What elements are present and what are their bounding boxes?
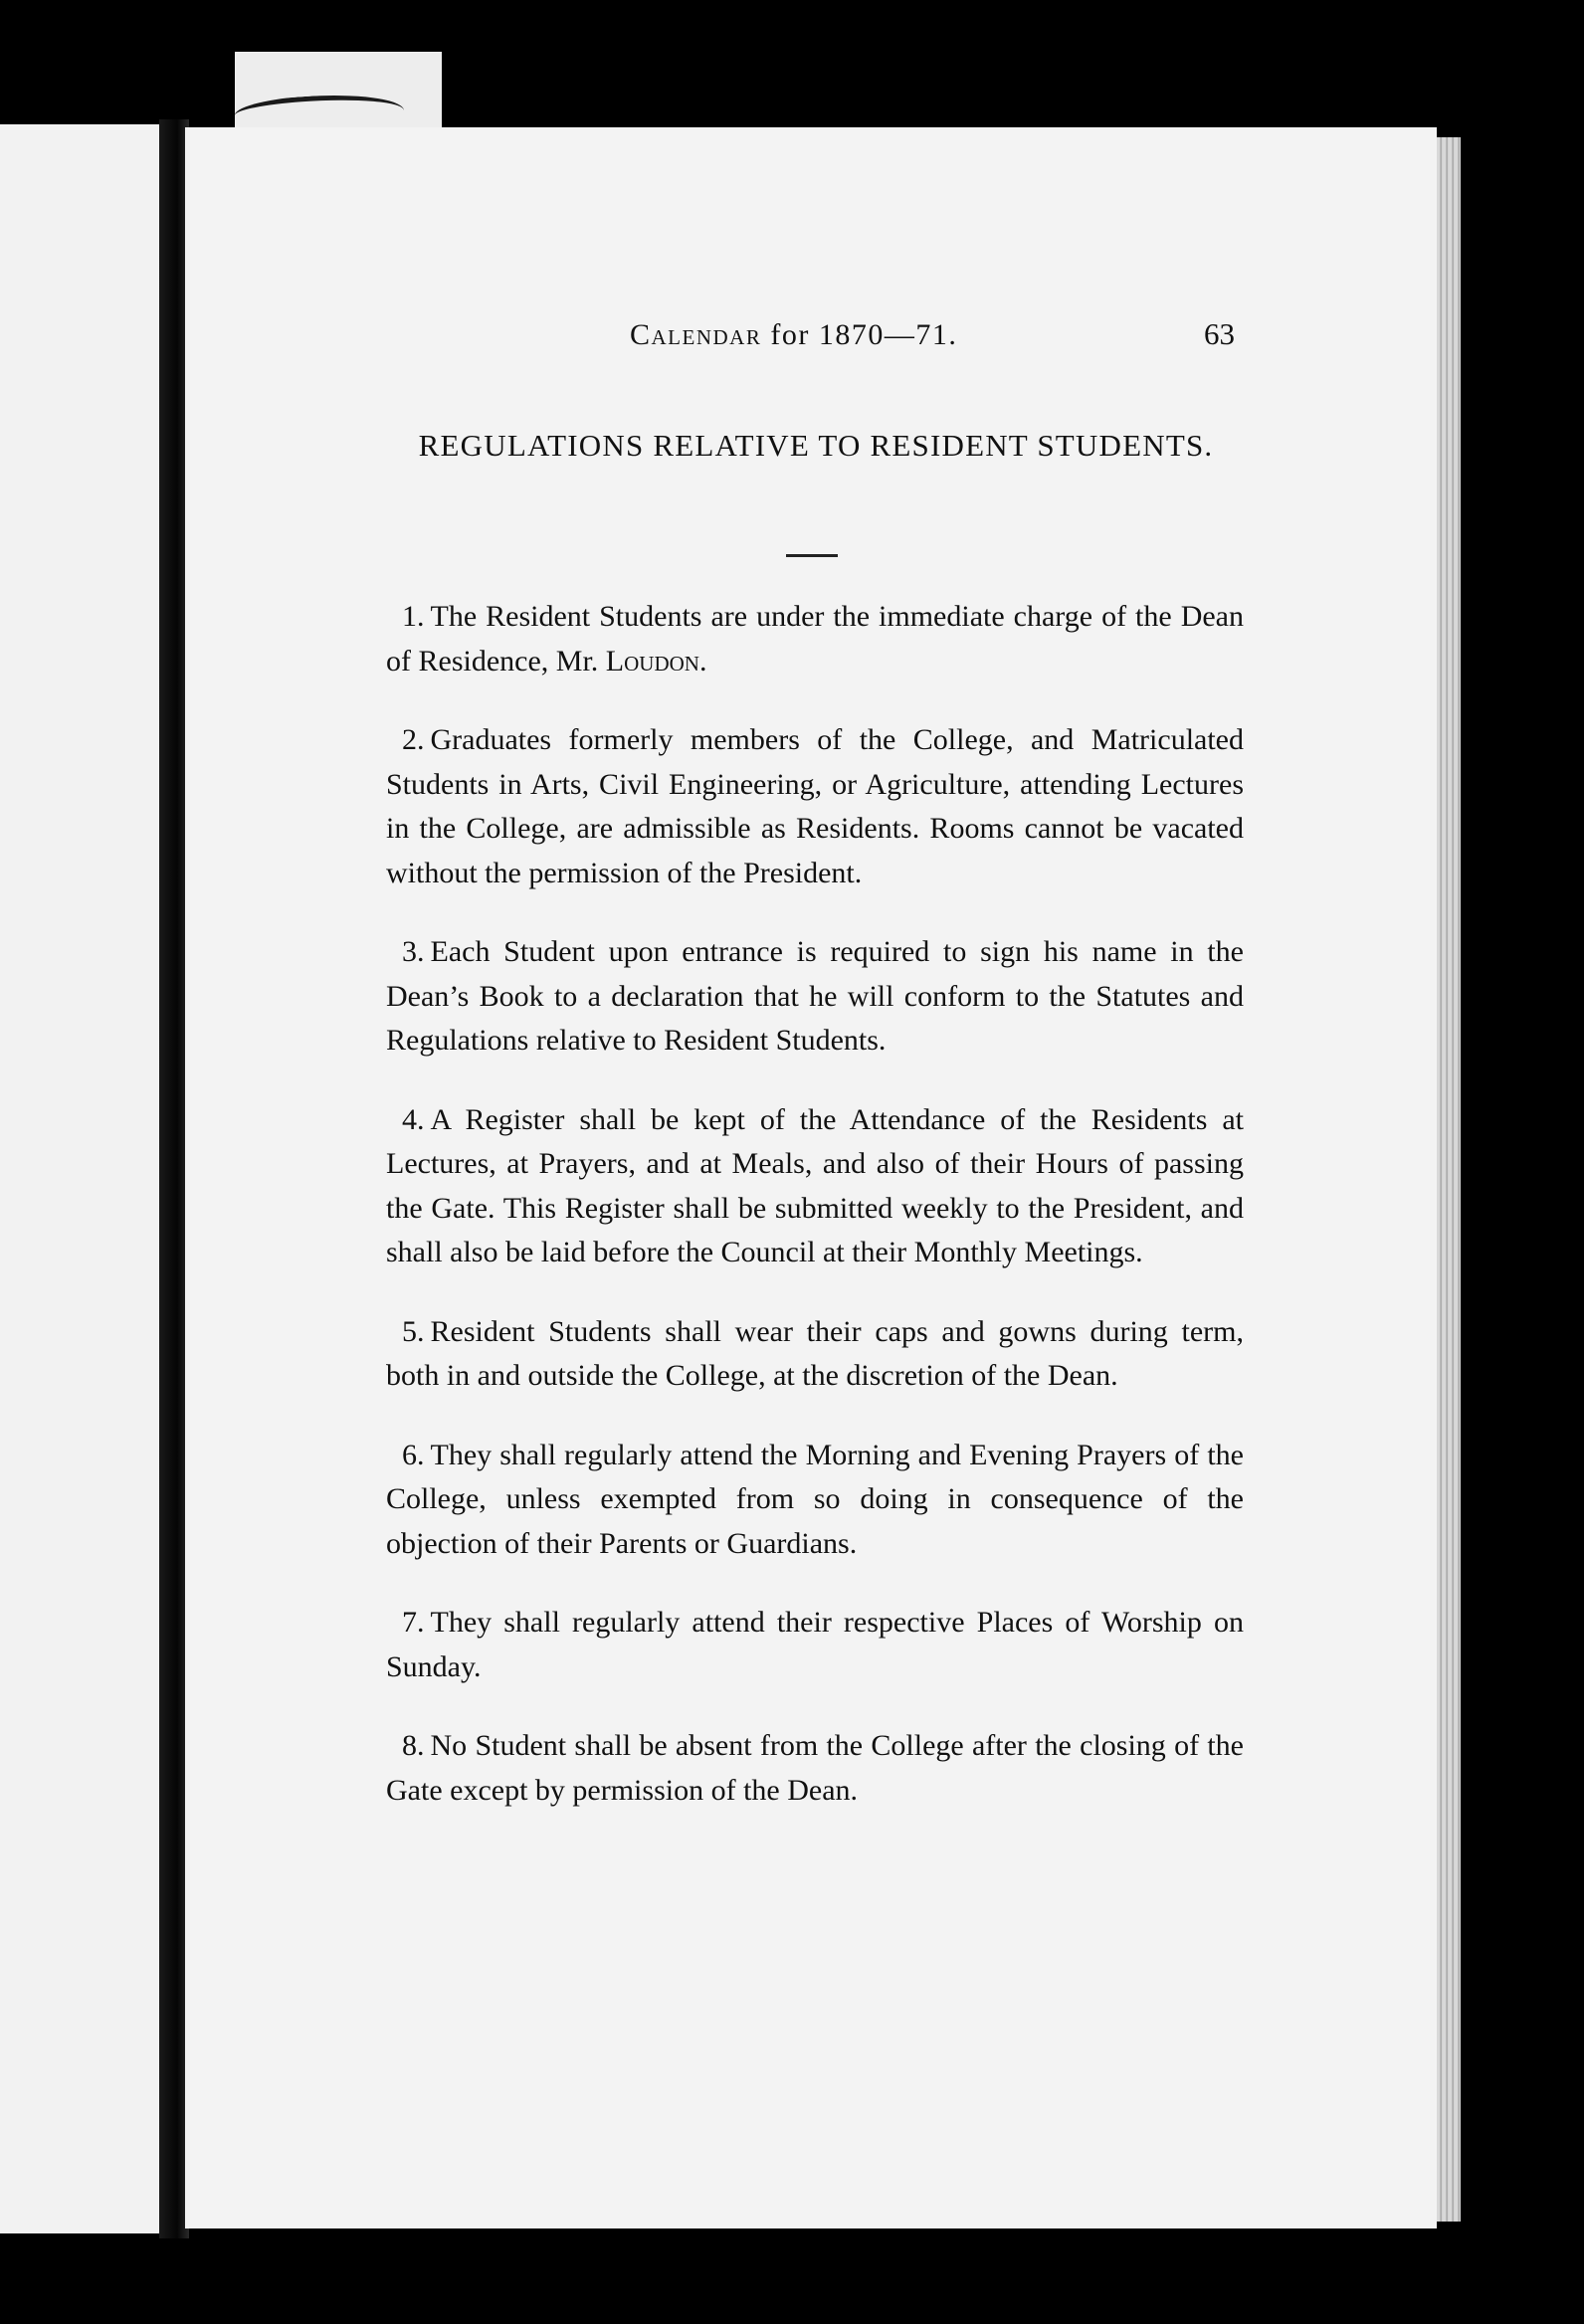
regulation-text: They shall regularly attend the Morning and Evening Prayers of the College, unless exempted from so doing in consequence of the objection of their Parents or Guardians. (386, 1438, 1244, 1560)
running-head-year: for 1870—71. (761, 318, 958, 351)
regulation-3 (386, 930, 1244, 1064)
running-head-calendar: Calendar (630, 318, 762, 351)
regulation-text-end: . (698, 644, 707, 678)
page-stack-edge (1437, 137, 1461, 2222)
regulation-4 (386, 1098, 1244, 1275)
regulation-number: 8. (402, 1729, 425, 1762)
regulation-number: 2. (402, 723, 425, 756)
regulation-2 (386, 718, 1244, 895)
regulation-6 (386, 1434, 1244, 1567)
regulation-number: 6. (402, 1438, 425, 1471)
regulation-text: A Register shall be kept of the Attendance of the Residents at Lectures, at Prayers, and at Meals, and also of their Hours of passing the Gate. This Register shall be submitted weekly to the President, and shall also be laid before the Council at their Monthly Meetings. (386, 1102, 1244, 1268)
regulation-number: 7. (402, 1606, 425, 1639)
regulation-text: Resident Students shall wear their caps and gowns during term, both in and outside the College, at the discretion of the Dean. (386, 1314, 1244, 1392)
regulation-number: 3. (402, 935, 425, 968)
regulation-text: The Resident Students are under the immediate charge of the Dean of Residence, Mr. (386, 600, 1244, 678)
regulation-number: 4. (402, 1102, 425, 1136)
regulation-number: 5. (402, 1314, 425, 1348)
section-title: REGULATIONS RELATIVE TO RESIDENT STUDENTS. (418, 428, 1214, 463)
dean-name: Loudon (605, 644, 699, 678)
regulation-number: 1. (402, 600, 425, 633)
regulation-7 (386, 1601, 1244, 1689)
running-head (630, 318, 957, 352)
regulation-text: No Student shall be absent from the College after the closing of the Gate except by permission of the Dean. (386, 1729, 1244, 1807)
regulation-text: Each Student upon entrance is required to sign his name in the Dean’s Book to a declaration that he will conform to the Statutes and Regulations relative to Resident Students. (386, 935, 1244, 1057)
regulation-1 (386, 595, 1244, 683)
regulation-8 (386, 1724, 1244, 1813)
page-number: 63 (1204, 316, 1235, 351)
title-rule (786, 554, 838, 557)
regulation-5 (386, 1310, 1244, 1399)
regulations-list (386, 595, 1244, 1847)
regulation-text: Graduates formerly members of the College, and Matriculated Students in Arts, Civil Engineering, or Agriculture, attending Lectures in the College, are admissible as Residents. Rooms cannot be vacated without the permission of the President. (386, 723, 1244, 889)
regulation-text: They shall regularly attend their respective Places of Worship on Sunday. (386, 1606, 1244, 1683)
previous-page-edge (0, 124, 175, 2233)
